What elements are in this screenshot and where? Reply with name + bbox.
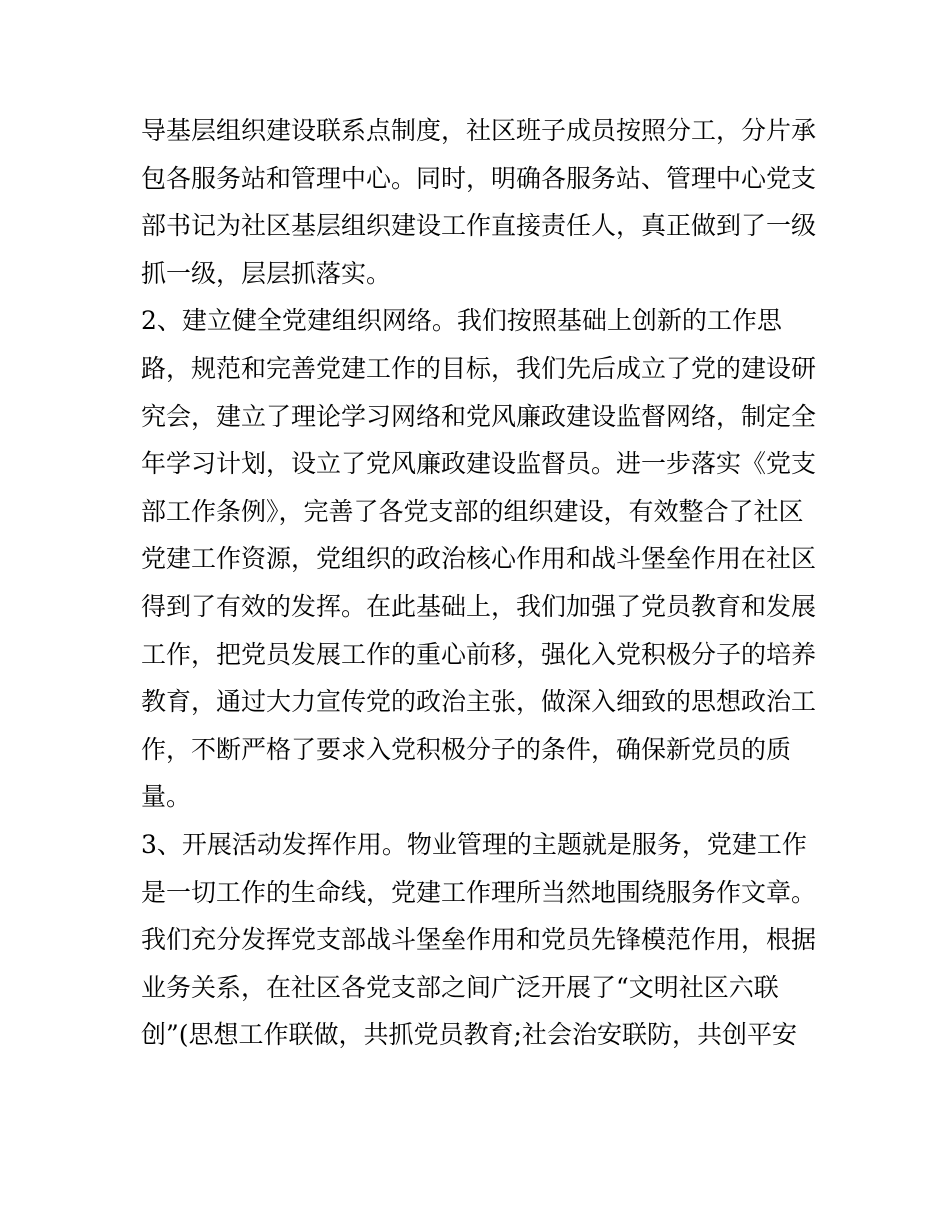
text-line: 得到了有效的发挥。在此基础上，我们加强了党员教育和发展 (141, 591, 817, 621)
text-line: 究会，建立了理论学习网络和党风廉政建设监督网络，制定全 (141, 401, 817, 431)
text-line: 党建工作资源，党组织的政治核心作用和战斗堡垒作用在社区 (141, 544, 817, 574)
text-line: 业务关系，在社区各党支部之间广泛开展了“文明社区六联 (141, 972, 779, 1002)
text-line: 工作，把党员发展工作的重心前移，强化入党积极分子的培养 (141, 639, 817, 669)
text-line: 部书记为社区基层组织建设工作直接责任人，真正做到了一级 (141, 211, 817, 241)
text-line: 路，规范和完善党建工作的目标，我们先后成立了党的建设研 (141, 353, 817, 383)
text-line: 我们充分发挥党支部战斗堡垒作用和党员先锋模范作用，根据 (141, 925, 817, 955)
text-line: 抓一级，层层抓落实。 (141, 258, 392, 288)
text-line: 是一切工作的生命线，党建工作理所当然地围绕服务作文章。 (141, 877, 817, 907)
text-line: 量。 (141, 782, 192, 812)
text-line: 教育，通过大力宣传党的政治主张，做深入细致的思想政治工 (141, 687, 817, 717)
text-line: 作，不断严格了要求入党积极分子的条件，确保新党员的质 (141, 734, 792, 764)
text-line: 2、建立健全党建组织网络。我们按照基础上创新的工作思 (141, 306, 782, 336)
text-line: 包各服务站和管理中心。同时，明确各服务站、管理中心党支 (141, 163, 817, 193)
text-line: 3、开展活动发挥作用。物业管理的主题就是服务，党建工作 (141, 829, 807, 859)
text-line: 创”(思想工作联做，共抓党员教育;社会治安联防，共创平安 (141, 1020, 797, 1050)
text-line: 导基层组织建设联系点制度，社区班子成员按照分工，分片承 (141, 116, 817, 145)
document-body (141, 107, 821, 1059)
text-line: 部工作条例》，完善了各党支部的组织建设，有效整合了社区 (141, 496, 804, 526)
text-line: 年学习计划，设立了党风廉政建设监督员。进一步落实《党支 (141, 449, 817, 479)
